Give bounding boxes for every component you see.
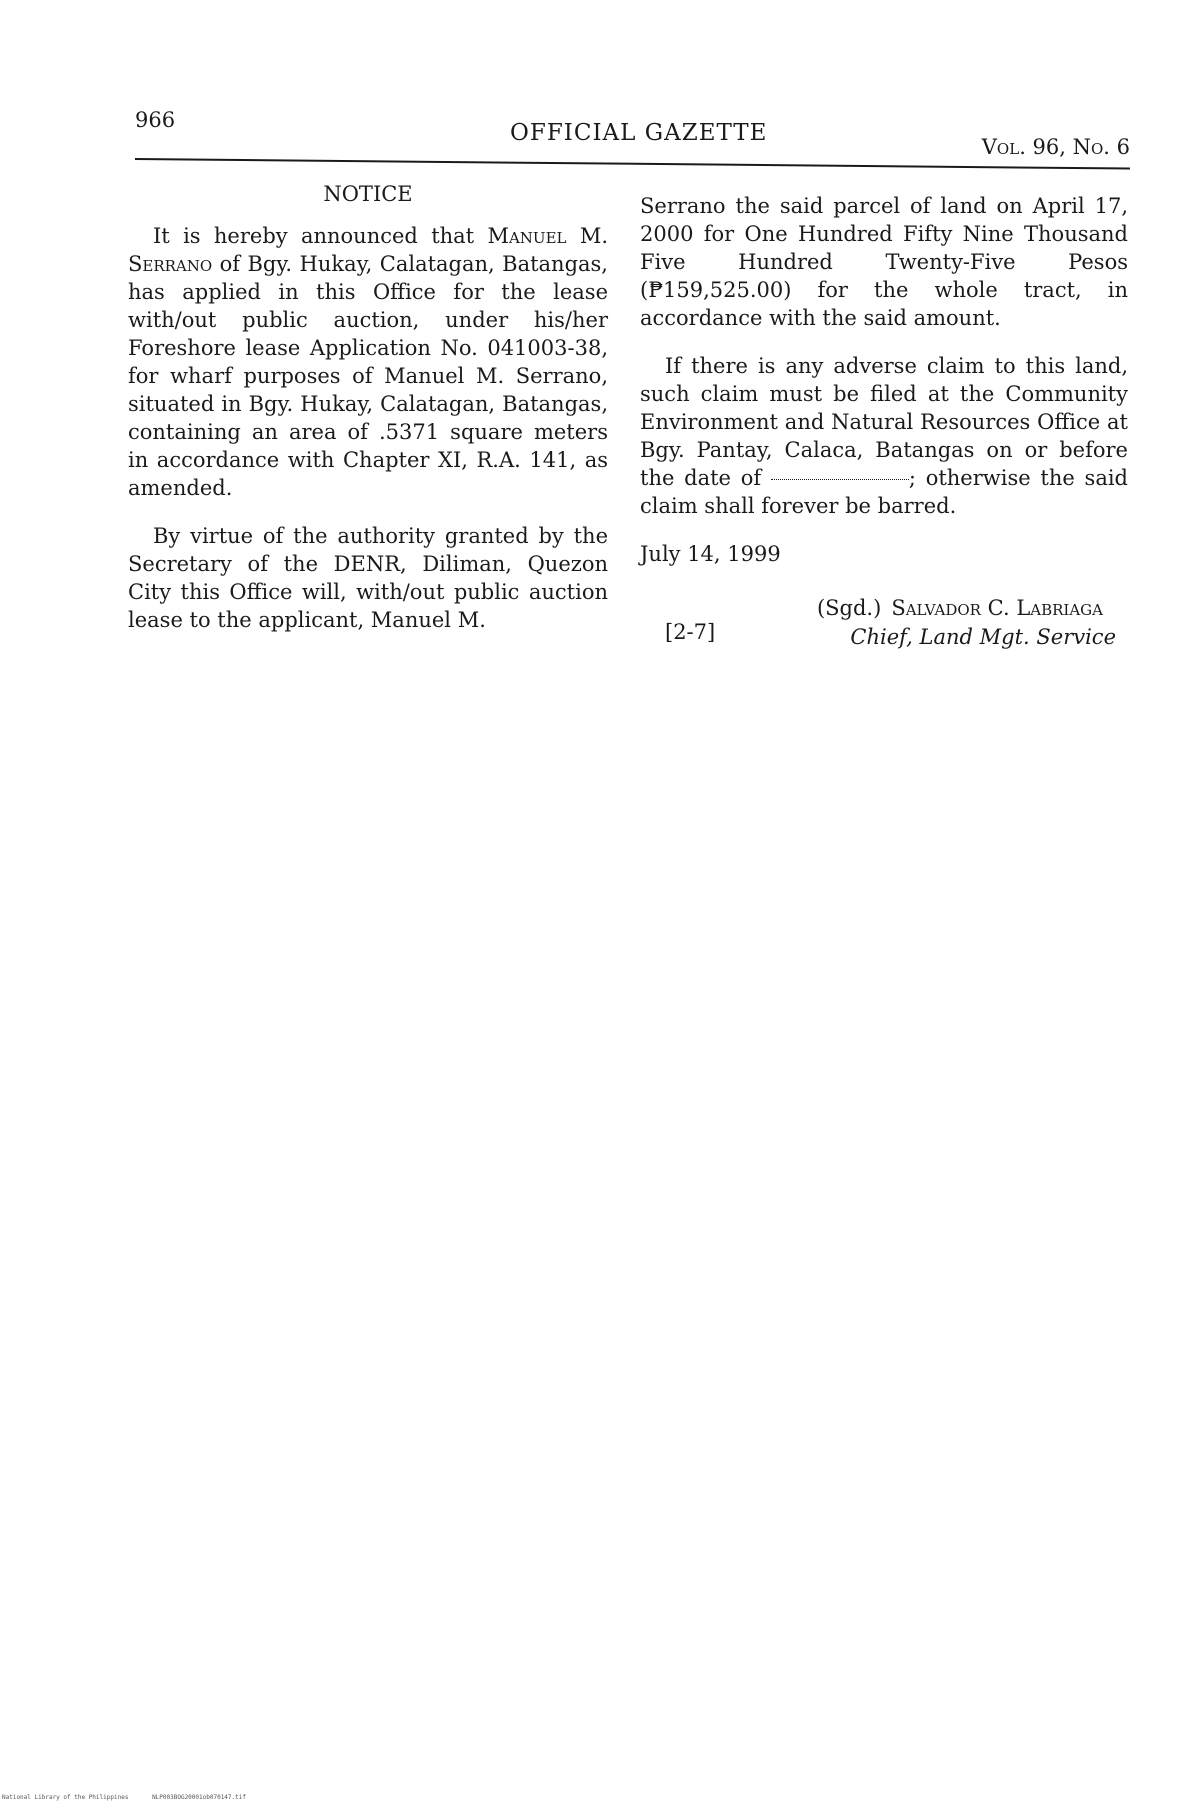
signature-block xyxy=(640,594,1128,656)
page-number: 966 xyxy=(135,108,176,132)
date-blank-line xyxy=(771,479,909,480)
paragraph-3-lead: If there is any adverse claim to this land, such claim must be filed at the Community Environment and Natural Resources Office at Bgy. Pantay, Calaca, Batangas on or before the date of xyxy=(640,354,1128,490)
publication-title: OFFICIAL GAZETTE xyxy=(510,120,768,146)
applicant-name: Manuel M. Serrano xyxy=(128,224,608,276)
paragraph-1-body: of Bgy. Hukay, Calatagan, Batangas, has applied in this Office for the lease with/out public auction, under his/her Foreshore lease Application No. 041003-38, for wharf purposes of Manuel M. Serrano, situated in Bgy. Hukay, Calatagan, Batangas, containing an area of .5371 square meters in accordance with Chapter XI, R.A. 141, as amended. xyxy=(128,252,608,500)
page-header xyxy=(135,100,1130,180)
notice-paragraph-3 xyxy=(640,352,1128,520)
archive-footer xyxy=(2,1794,246,1802)
issue-code: [2-7] xyxy=(665,620,716,644)
right-column xyxy=(640,192,1128,656)
paragraph-1-lead: It is hereby announced that xyxy=(153,224,488,248)
signed-marker: (Sgd.) xyxy=(816,596,882,620)
archive-file-id: NLP003BOG20001ob070147.tif xyxy=(152,1794,246,1801)
archive-label: National Library of the Philippines xyxy=(2,1794,129,1801)
notice-paragraph-2-continued: Serrano the said parcel of land on April 17, 2000 for One Hundred Fifty Nine Thousand Five Hundred Twenty-Five Pesos (₱159,525.00) for the whole tract, in accordance with the said amount. xyxy=(640,194,1128,330)
notice-paragraph-2-start: By virtue of the authority granted by the Secretary of the DENR, Diliman, Quezon City this Office will, with/out public auction lease to the applicant, Manuel M. xyxy=(128,524,608,632)
header-rule xyxy=(135,158,1130,170)
notice-paragraph-1 xyxy=(128,222,608,502)
volume-number: Vol. 96, No. 6 xyxy=(981,135,1130,159)
paragraph-3-tail: ; otherwise the said claim shall forever be barred. xyxy=(640,466,1128,518)
signatory-line xyxy=(817,594,1103,622)
notice-title: NOTICE xyxy=(323,182,413,206)
signatory-name: Salvador C. Labriaga xyxy=(891,596,1103,620)
left-column xyxy=(128,180,608,654)
signatory-title: Chief, Land Mgt. Service xyxy=(850,625,1116,649)
notice-date: July 14, 1999 xyxy=(640,542,781,566)
